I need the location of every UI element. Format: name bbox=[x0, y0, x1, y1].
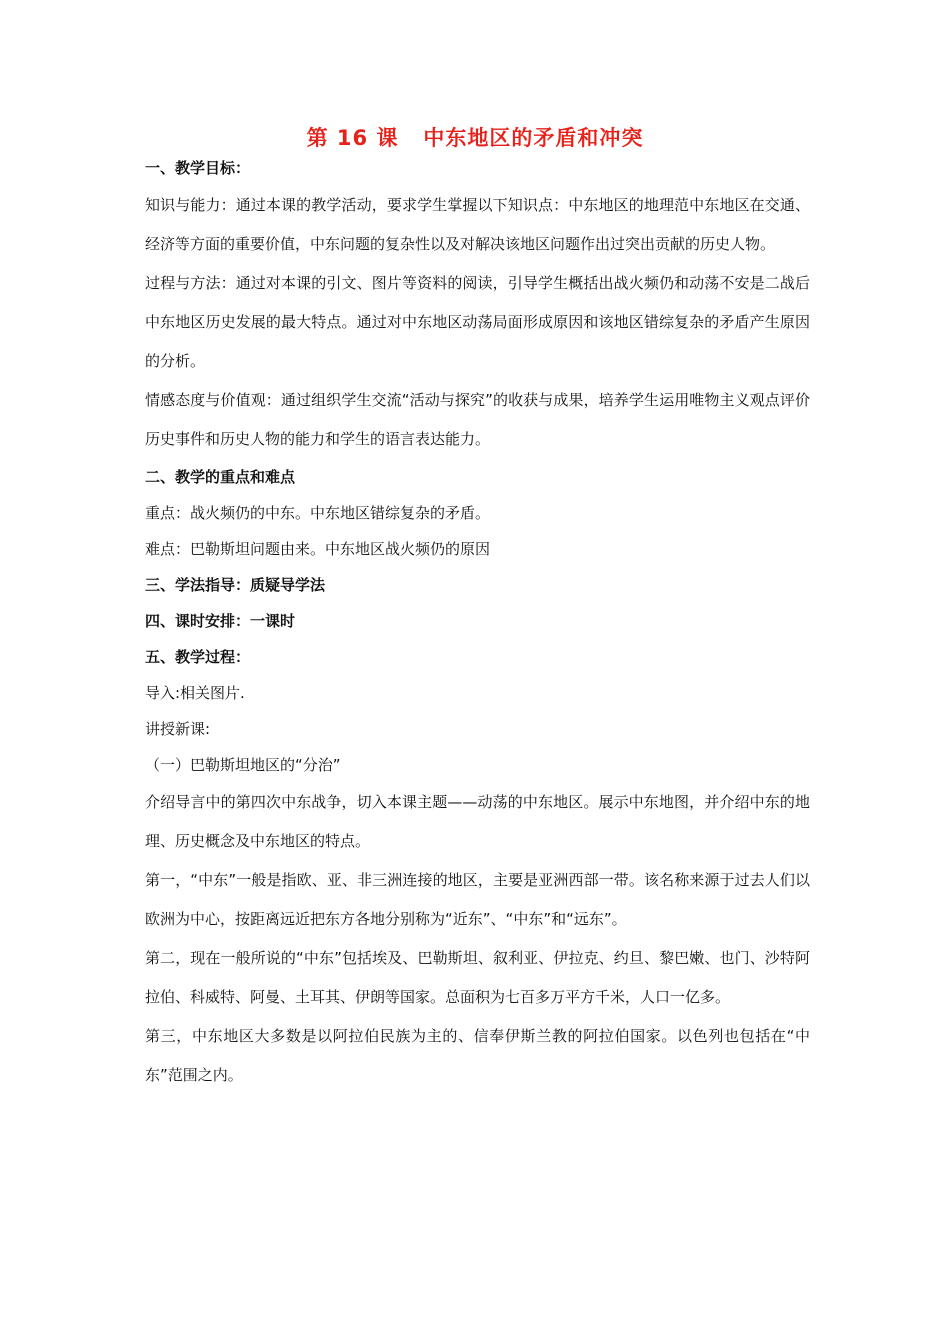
section-heading-method: 三、学法指导：质疑导学法 bbox=[145, 576, 326, 594]
goal-knowledge-paragraph: 知识与能力：通过本课的教学活动，要求学生掌握以下知识点：中东地区的地理范中东地区在交通、经济等方面的重要价值，中东问题的复杂性以及对解决该地区问题作出过突出贡献的历史人物。 bbox=[145, 196, 810, 253]
difficult-point-text: 难点：巴勒斯坦问题由来。中东地区战火频仍的原因 bbox=[145, 540, 491, 558]
goal-attitude-paragraph: 情感态度与价值观：通过组织学生交流“活动与探究”的收获与成果，培养学生运用唯物主义观点评价历史事件和历史人物的能力和学生的语言表达能力。 bbox=[145, 391, 810, 448]
document-body bbox=[145, 150, 810, 1095]
paragraph-second-point: 第二，现在一般所说的“中东”包括埃及、巴勒斯坦、叙利亚、伊拉克、约旦、黎巴嫩、也门、沙特阿拉伯、科威特、阿曼、土耳其、伊朗等国家。总面积为七百多万平方千米，人口一亿多。 bbox=[145, 949, 810, 1006]
paragraph-first-point: 第一，“中东”一般是指欧、亚、非三洲连接的地区，主要是亚洲西部一带。该名称来源于过去人们以欧洲为中心，按距离远近把东方各地分别称为“近东”、“中东”和“远东”。 bbox=[145, 871, 810, 928]
section-heading-process: 五、教学过程： bbox=[145, 648, 251, 666]
subsection-heading-1: （一）巴勒斯坦地区的“分治” bbox=[145, 756, 341, 774]
lesson-title: 第 16 课 中东地区的矛盾和冲突 bbox=[306, 126, 644, 150]
intro-text: 导入:相关图片. bbox=[145, 684, 245, 702]
key-point-text: 重点：战火频仍的中东。中东地区错综复杂的矛盾。 bbox=[145, 504, 491, 522]
new-lesson-text: 讲授新课: bbox=[145, 720, 211, 738]
goal-process-paragraph: 过程与方法：通过对本课的引文、图片等资料的阅读，引导学生概括出战火频仍和动荡不安是二战后中东地区历史发展的最大特点。通过对中东地区动荡局面形成原因和该地区错综复杂的矛盾产生原因的分析。 bbox=[145, 274, 810, 370]
section-heading-key-points: 二、教学的重点和难点 bbox=[145, 468, 296, 486]
paragraph-intro-middle-east: 介绍导言中的第四次中东战争，切入本课主题——动荡的中东地区。展示中东地图，并介绍中东的地理、历史概念及中东地区的特点。 bbox=[145, 793, 810, 850]
section-heading-schedule: 四、课时安排：一课时 bbox=[145, 612, 296, 630]
section-heading-goals: 一、教学目标： bbox=[145, 159, 251, 177]
paragraph-third-point: 第三，中东地区大多数是以阿拉伯民族为主的、信奉伊斯兰教的阿拉伯国家。以色列也包括在“中东”范围之内。 bbox=[145, 1027, 810, 1084]
